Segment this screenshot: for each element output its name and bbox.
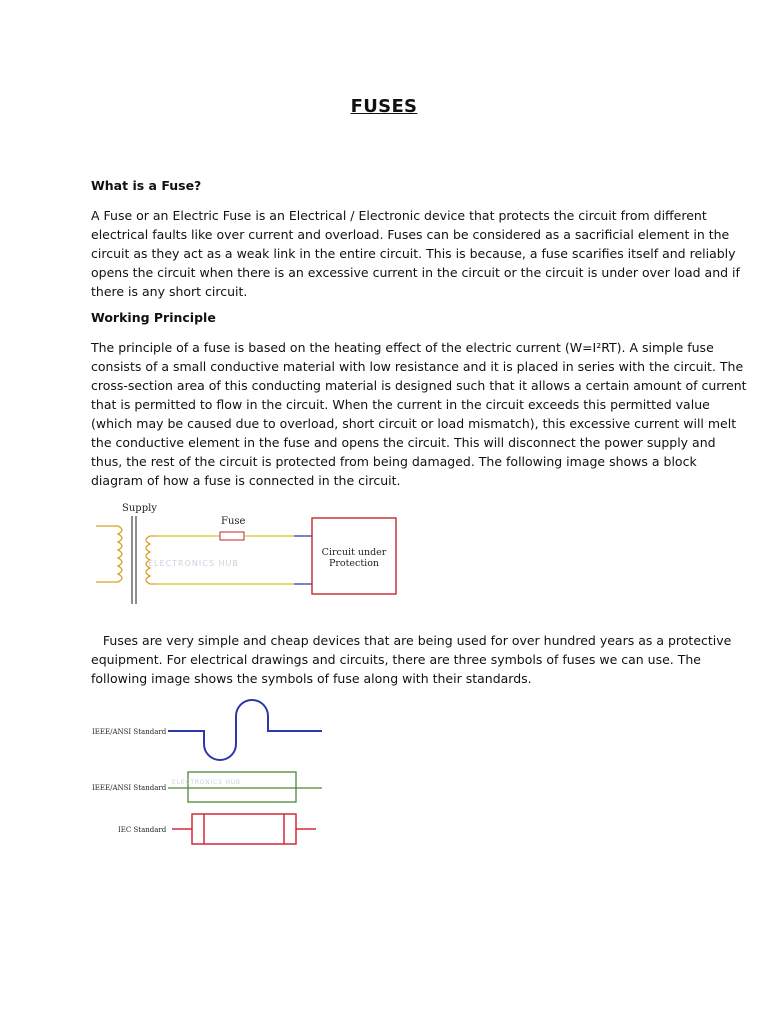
paragraph-line: (which may be caused due to overload, short circuit or load mismatch), this excessive current will melt — [91, 416, 737, 431]
s-curve-fuse-symbol — [168, 700, 322, 760]
watermark-text-2: ELECTRONICS HUB — [172, 779, 241, 786]
fuse-symbols-figure — [88, 696, 328, 846]
fuse-circuit-diagram-svg — [88, 496, 408, 612]
symbol1-label: IEEE/ANSI Standard — [92, 728, 167, 736]
symbol2-label: IEEE/ANSI Standard — [92, 784, 167, 792]
paragraph-line: there is any short circuit. — [91, 284, 248, 299]
paragraph-line: The principle of a fuse is based on the heating effect of the electric current (W=I²RT). A simple fuse — [91, 340, 714, 355]
paragraph-working-principle — [91, 338, 747, 490]
paragraph-line: thus, the rest of the circuit is protected from being damaged. The following image shows a block — [91, 454, 697, 469]
fuse-circuit-diagram — [88, 496, 408, 612]
symbol3-label: IEC Standard — [118, 826, 167, 834]
watermark-text: ELECTRONICS HUB — [148, 559, 239, 568]
paragraph-line: Fuses are very simple and cheap devices that are being used for over hundred years as a protective — [91, 633, 732, 648]
iec-fuse-body — [192, 814, 296, 844]
box-label-line2: Protection — [328, 558, 380, 569]
paragraph-what-is-a-fuse — [91, 206, 740, 301]
paragraph-line: following image shows the symbols of fuse along with their standards. — [91, 671, 532, 686]
heading-working-principle: Working Principle — [91, 310, 216, 325]
paragraph-line: circuit as they act as a weak link in the entire circuit. This is because, a fuse scarifies itself and reliably — [91, 246, 736, 261]
fuse-element — [220, 532, 244, 540]
page-title: FUSES — [350, 96, 418, 117]
box-label-line1: Circuit under — [321, 547, 387, 558]
transformer-primary-coil — [96, 526, 122, 582]
paragraph-line: consists of a small conductive material with low resistance and it is placed in series with the circuit. The — [91, 359, 744, 374]
paragraph-line: equipment. For electrical drawings and circuits, there are three symbols of fuses we can use. The — [91, 652, 701, 667]
paragraph-line: opens the circuit when there is an excessive current in the circuit or the circuit is under over load and if — [91, 265, 740, 280]
paragraph-line: diagram of how a fuse is connected in the circuit. — [91, 473, 401, 488]
paragraph-line: the conductive element in the fuse and opens the circuit. This will disconnect the power supply and — [91, 435, 716, 450]
paragraph-line: cross-section area of this conducting material is designed such that it allows a certain amount of current — [91, 378, 747, 393]
paragraph-line: A Fuse or an Electric Fuse is an Electrical / Electronic device that protects the circuit from different — [91, 208, 707, 223]
fuse-symbols-svg — [88, 696, 328, 846]
paragraph-line: electrical faults like over current and overload. Fuses can be considered as a sacrificial element in the — [91, 227, 730, 242]
supply-label: Supply — [122, 503, 157, 514]
fuse-label: Fuse — [221, 516, 246, 527]
rectangle-fuse-symbol — [188, 772, 296, 802]
paragraph-line: that is permitted to flow in the circuit. When the current in the circuit exceeds this permitted value — [91, 397, 710, 412]
paragraph-fuse-symbols — [91, 631, 732, 688]
heading-what-is-a-fuse: What is a Fuse? — [91, 178, 202, 193]
